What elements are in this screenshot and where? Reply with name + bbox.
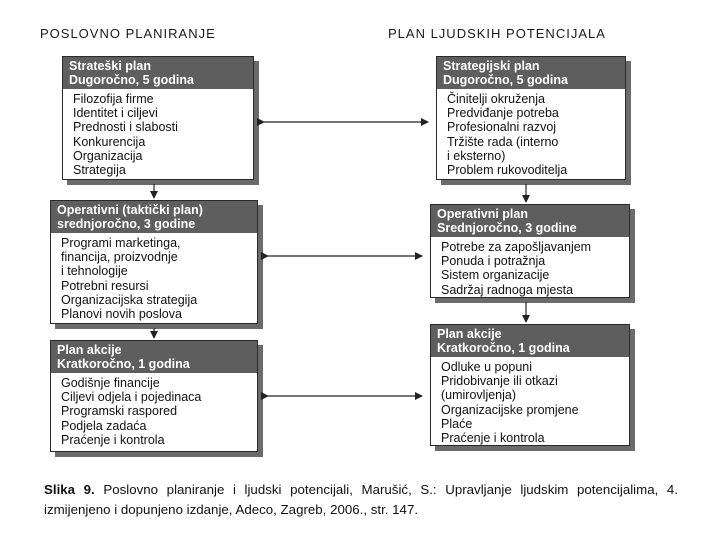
list-item: Strategija bbox=[73, 163, 126, 178]
box-header-line: Srednjoročno, 3 godine bbox=[437, 221, 577, 235]
list-item: Tržište rada (interno bbox=[447, 134, 559, 149]
list-item: Programski raspored bbox=[61, 404, 178, 419]
figure-caption bbox=[44, 480, 678, 520]
list-item: Filozofija firme bbox=[73, 92, 154, 106]
list-item: Plaće bbox=[441, 416, 473, 431]
list-item: Odluke u popuni bbox=[441, 360, 533, 374]
list-item: Sadržaj radnoga mjesta bbox=[441, 282, 574, 297]
list-item: Godišnje financije bbox=[61, 376, 160, 390]
list-item: Identitet i ciljevi bbox=[73, 106, 158, 121]
box-header-line: Dugoročno, 5 godina bbox=[443, 73, 568, 87]
list-item: Ponuda i potražnja bbox=[441, 254, 546, 269]
list-item: Sistem organizacije bbox=[441, 268, 550, 283]
box-header-line: Operativni (taktički plan) bbox=[57, 203, 203, 217]
list-item: Predviđanje potreba bbox=[447, 106, 559, 121]
box-header-line: Strateški plan bbox=[69, 59, 151, 73]
list-item: Problem rukovoditelja bbox=[447, 163, 568, 178]
list-item: Organizacijske promjene bbox=[441, 402, 579, 417]
list-item: i tehnologije bbox=[61, 264, 128, 279]
list-item: Podjela zadaća bbox=[61, 418, 147, 433]
right-column-title: PLAN LJUDSKIH POTENCIJALA bbox=[388, 26, 606, 41]
box-header-line: Operativni plan bbox=[437, 207, 528, 221]
list-item: financija, proizvodnje bbox=[61, 250, 178, 265]
left-column-title: POSLOVNO PLANIRANJE bbox=[40, 26, 216, 41]
list-item: Praćenje i kontrola bbox=[441, 431, 545, 446]
list-item: Potrebni resursi bbox=[61, 278, 149, 293]
list-item: Potrebe za zapošljavanjem bbox=[441, 240, 592, 254]
box-header-line: Kratkoročno, 1 godina bbox=[437, 341, 570, 355]
list-item: Planovi novih poslova bbox=[61, 307, 182, 322]
box-header-line: Plan akcije bbox=[437, 327, 502, 341]
box-header-line: Kratkoročno, 1 godina bbox=[57, 357, 190, 371]
list-item: Programi marketinga, bbox=[61, 236, 181, 250]
list-item: Konkurencija bbox=[73, 134, 146, 149]
list-item: (umirovljenja) bbox=[441, 388, 517, 403]
caption-text: Poslovno planiranje i ljudski potencijali, Marušić, S.: Upravljanje ljudskim potencijalima, 4. izmijenjeno i dopunjeno izdanje, Adeco, Zagreb, 2006., str. 147. bbox=[44, 482, 678, 517]
box-header-line: Strategijski plan bbox=[443, 59, 540, 73]
list-item: Organizacija bbox=[73, 148, 143, 163]
caption-label: Slika 9. bbox=[44, 482, 95, 497]
list-item: Ciljevi odjela i pojedinaca bbox=[61, 390, 202, 405]
box-header-line: Dugoročno, 5 godina bbox=[69, 73, 194, 87]
list-item: Profesionalni razvoj bbox=[447, 120, 557, 135]
list-item: Organizacijska strategija bbox=[61, 292, 198, 307]
list-item: Pridobivanje ili otkazi bbox=[441, 374, 558, 389]
list-item: Praćenje i kontrola bbox=[61, 432, 165, 447]
list-item: Prednosti i slabosti bbox=[73, 120, 178, 135]
list-item: i eksterno) bbox=[447, 148, 506, 163]
box-header-line: Plan akcije bbox=[57, 343, 122, 357]
list-item: Činitelji okruženja bbox=[447, 92, 545, 106]
box-header-line: srednjoročno, 3 godine bbox=[57, 217, 196, 231]
